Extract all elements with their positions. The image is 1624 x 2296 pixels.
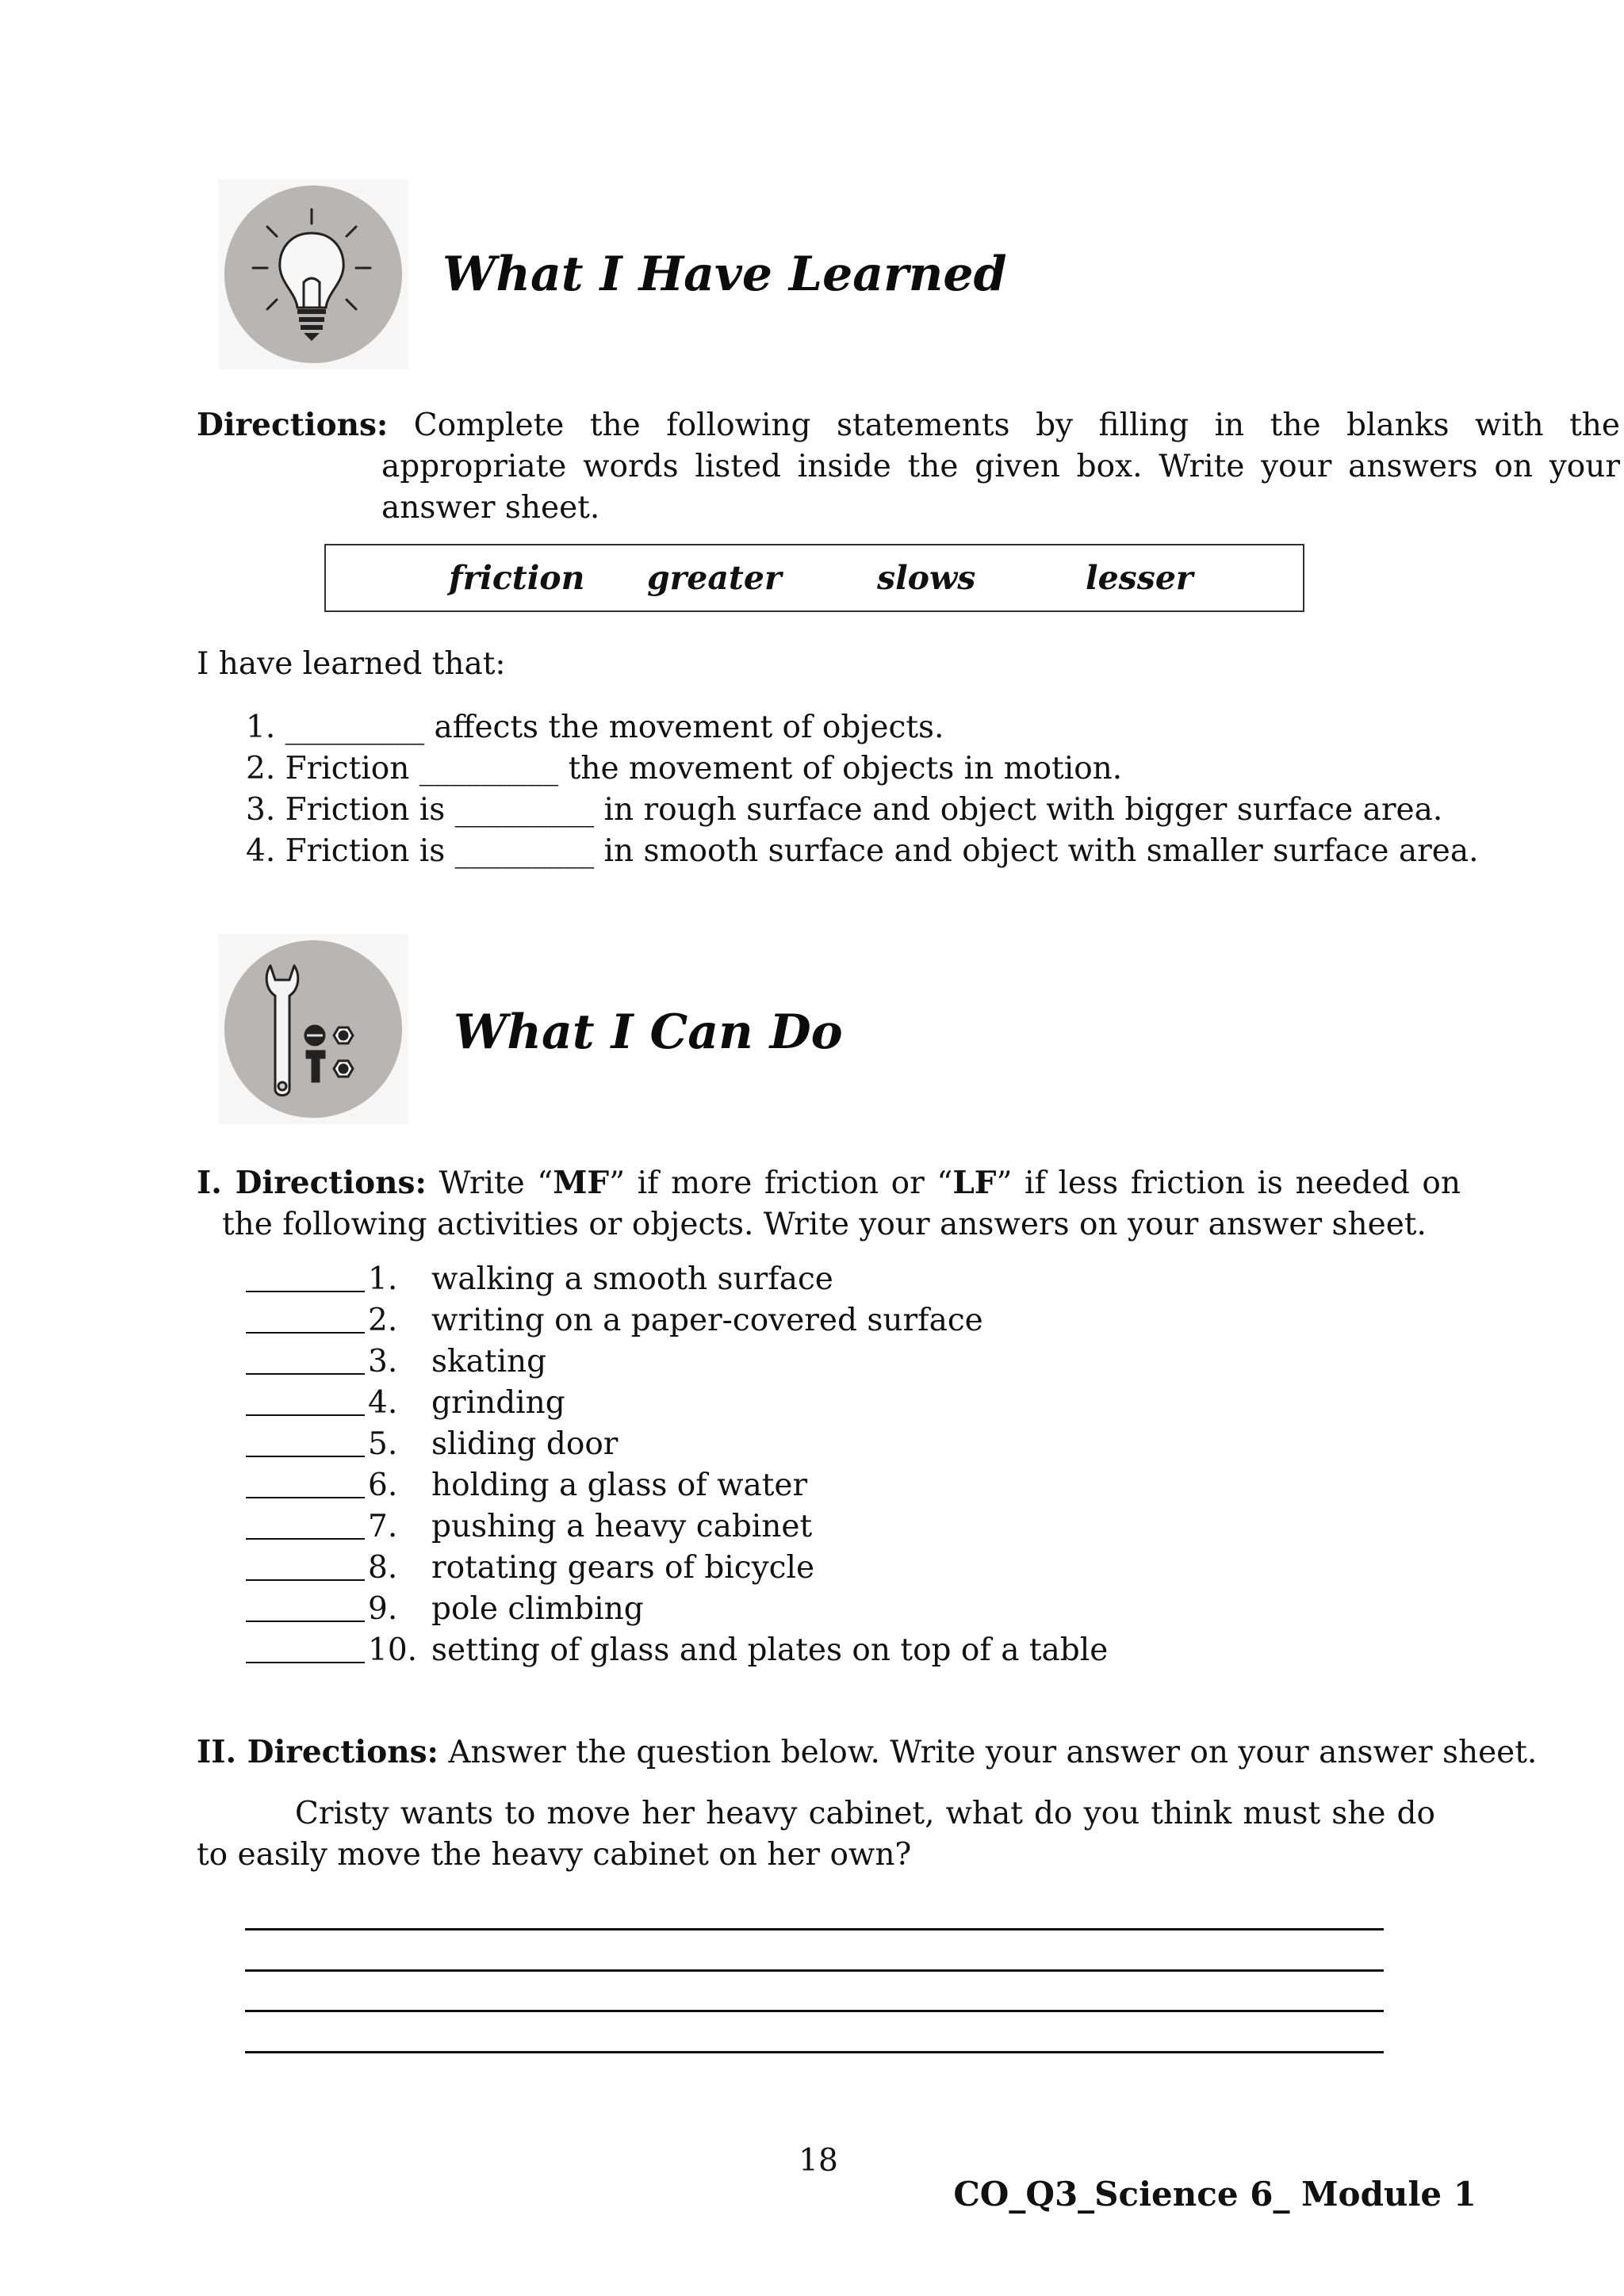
answer-blank[interactable]	[246, 1300, 365, 1334]
answer-blank[interactable]	[246, 1630, 365, 1663]
learned-statement: 2. Friction _________ the movement of objects in motion.	[246, 751, 1123, 786]
wrench-tools-icon	[218, 934, 408, 1124]
page-number: 18	[799, 2143, 838, 2179]
learned-title: What I Have Learned	[442, 247, 1007, 302]
learned-intro: I have learned that:	[197, 646, 506, 682]
part2-text: Answer the question below. Write your answer on your answer sheet.	[438, 1735, 1538, 1770]
can-do-title: What I Can Do	[454, 1004, 843, 1060]
activity-item	[246, 1383, 565, 1424]
activity-item	[246, 1424, 619, 1465]
learned-statement: 3. Friction is _________ in rough surface and object with bigger surface area.	[246, 792, 1443, 828]
item-text: pole climbing	[431, 1591, 644, 1627]
learned-directions-label: Directions:	[197, 407, 389, 443]
activity-item	[246, 1259, 833, 1300]
lf-code: LF	[952, 1165, 997, 1201]
learned-directions	[197, 404, 1620, 529]
item-text: pushing a heavy cabinet	[431, 1509, 813, 1544]
answer-line[interactable]	[245, 1969, 1384, 1972]
part1-text: Write “	[426, 1165, 553, 1201]
learned-statement: 1. _________ affects the movement of objects.	[246, 710, 944, 745]
item-text: writing on a paper-covered surface	[431, 1303, 983, 1338]
light-bulb-icon	[218, 179, 408, 369]
item-text: holding a glass of water	[431, 1468, 808, 1503]
module-code: CO_Q3_Science 6_ Module 1	[953, 2175, 1477, 2214]
can-do-part1-directions	[197, 1162, 1461, 1246]
item-text: walking a smooth surface	[431, 1261, 833, 1297]
activity-item	[246, 1630, 1109, 1671]
word-bank-item: friction	[449, 559, 585, 597]
item-number: 9.	[368, 1591, 398, 1627]
word-bank-item: slows	[877, 559, 976, 597]
item-number: 7.	[368, 1509, 398, 1544]
answer-blank[interactable]	[246, 1506, 365, 1540]
answer-blank[interactable]	[246, 1465, 365, 1498]
item-number: 1.	[368, 1261, 398, 1297]
part2-question: Cristy wants to move her heavy cabinet, what do you think must she do to easily move the heavy cabinet on her own?	[197, 1796, 1435, 1873]
word-bank-item: greater	[647, 559, 782, 597]
activity-item	[246, 1548, 815, 1589]
answer-blank[interactable]	[246, 1341, 365, 1375]
part1-text: ” if more friction or “	[609, 1165, 953, 1201]
item-number: 8.	[368, 1550, 398, 1586]
item-number: 10.	[368, 1632, 418, 1668]
answer-line[interactable]	[245, 2010, 1384, 2012]
item-number: 6.	[368, 1468, 398, 1503]
item-number: 5.	[368, 1426, 398, 1462]
item-text: setting of glass and plates on top of a table	[431, 1632, 1109, 1668]
answer-blank[interactable]	[246, 1424, 365, 1457]
item-number: 3.	[368, 1344, 398, 1380]
item-number: 2.	[368, 1303, 398, 1338]
answer-line[interactable]	[245, 2051, 1384, 2053]
item-number: 4.	[368, 1385, 398, 1421]
item-text: grinding	[431, 1385, 565, 1421]
part1-label: I. Directions:	[197, 1165, 427, 1201]
answer-line[interactable]	[245, 1928, 1384, 1931]
learned-directions-text: Complete the following statements by filling in the blanks with the appropriate words listed inside the given box. Write your answers on your answer sheet.	[381, 408, 1620, 526]
mf-code: MF	[553, 1165, 610, 1201]
answer-blank[interactable]	[246, 1259, 365, 1292]
can-do-part2-directions	[197, 1732, 1537, 1774]
part2-label: II. Directions:	[197, 1734, 439, 1770]
part1-text: ” if less friction is needed on the following activities or objects. Write your answers on your answer sheet.	[222, 1165, 1461, 1242]
activity-item	[246, 1341, 547, 1383]
word-bank-item: lesser	[1086, 559, 1193, 597]
answer-blank[interactable]	[246, 1589, 365, 1622]
can-do-icon-box	[218, 934, 408, 1124]
answer-blank[interactable]	[246, 1383, 365, 1416]
learned-statement: 4. Friction is _________ in smooth surface and object with smaller surface area.	[246, 833, 1479, 869]
answer-blank[interactable]	[246, 1548, 365, 1581]
item-text: sliding door	[431, 1426, 619, 1462]
activity-item	[246, 1300, 983, 1341]
learned-icon-box	[218, 179, 408, 369]
activity-item	[246, 1506, 813, 1548]
item-text: skating	[431, 1344, 547, 1380]
activity-item	[246, 1589, 644, 1630]
word-bank-box	[324, 544, 1304, 612]
activity-item	[246, 1465, 808, 1506]
item-text: rotating gears of bicycle	[431, 1550, 815, 1586]
